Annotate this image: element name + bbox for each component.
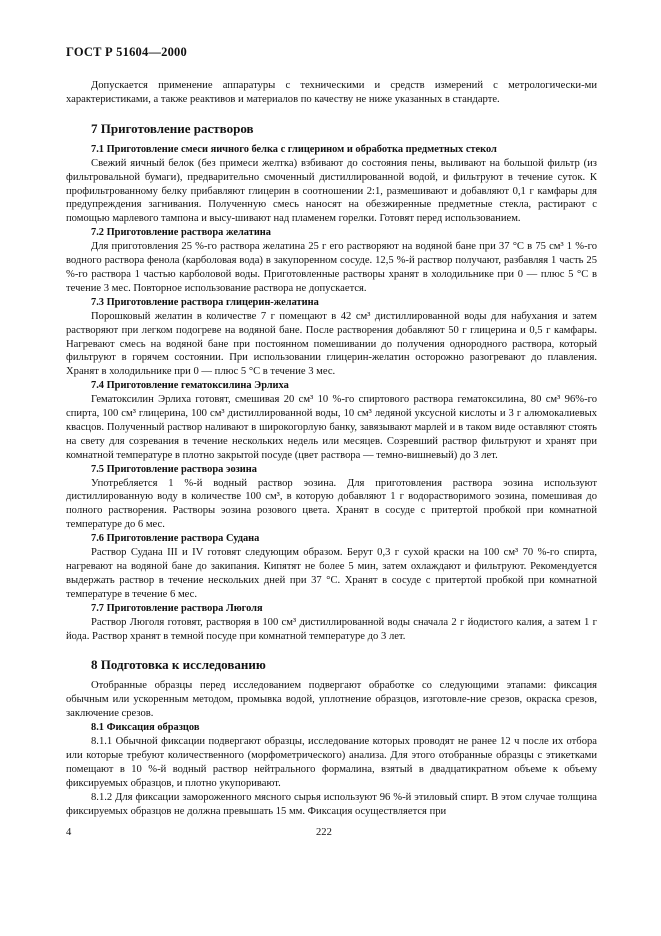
section-8-intro: Отобранные образцы перед исследованием подвергают обработке со следующими этапами: фиксация обычным или ускоренным методом, промывка водой, уплотнение образцов, изготовле-ние срезов, окраска срезов, заключение срезов. xyxy=(66,680,597,720)
page-number-left: 4 xyxy=(66,827,72,838)
subsection-7-7-title: 7.7 Приготовление раствора Люголя xyxy=(91,602,263,614)
subsection-7-1-text: Свежий яичный белок (без примеси желтка) взбивают до состояния пены, выливают на большой фильтр (из фильтровальной бумаги), предварительно смоченный дистиллированной водой, и фильтруют в течение суток. К профильтрованному белку прибавляют глицерин в соотношении 2:1, размешивают и добавляют 0,1 г камфары для предупреждения загнивания. Полученную смесь наносят на обезжиренные предметные стекла, растирают с помощью марлевого тампона и высу-шивают над пламенем горелки. Готовят перед использованием. xyxy=(66,157,597,225)
subsection-7-3-title: 7.3 Приготовление раствора глицерин-желатина xyxy=(91,296,319,308)
subsection-7-6-title: 7.6 Приготовление раствора Судана xyxy=(91,533,260,545)
section-8-title: 8 Подготовка к исследованию xyxy=(91,657,266,673)
subsection-7-5-text: Употребляется 1 %-й водный раствор эозина. Для приготовления раствора эозина используют дистиллированную воду в количестве 100 см³, в которую добавляют 1 г водорастворимого эозина, помешивая до полного растворения. Растворы эозина розового цвета. Хранят в сосуде с притертой пробкой при комнатной температуре до 6 мес. xyxy=(66,477,597,531)
subsection-7-5-title: 7.5 Приготовление раствора эозина xyxy=(91,463,257,475)
paragraph-8-1-1: 8.1.1 Обычной фиксации подвергают образцы, исследование которых проводят не ранее 12 ч после их отбора или которые требуют количественного (морфометрического) анализа. Для этого отобранные образцы с этикетками помещают в 10 %-й водный раствор нейтрального формалина, взятый в двадцатикратном объеме к объему фиксируемых образцов, и плотно укупоривают. xyxy=(66,736,597,789)
subsection-7-3-text: Порошковый желатин в количестве 7 г помещают в 42 см³ дистиллированной воды для набухания и затем растворяют при легком подогреве на водяной бане. После растворения добавляют 50 г глицерина и 0,5 г камфары. Нагревают смесь на водяной бане при постоянном помешивании до получения однородного раствора, который фильтруют в горячем состоянии. При использовании глицерин-желатин осторожно разогревают до плавления. Хранят в холодильнике при 0 — плюс 5 °С в течение 3 мес. xyxy=(66,310,597,378)
subsection-8-1-title: 8.1 Фиксация образцов xyxy=(91,722,200,734)
subsection-7-4-title: 7.4 Приготовление гематоксилина Эрлиха xyxy=(91,380,289,392)
section-7-title: 7 Приготовление растворов xyxy=(91,120,254,136)
subsection-7-1-title: 7.1 Приготовление смеси яичного белка с глицерином и обработка предметных стекол xyxy=(91,143,497,155)
document-body xyxy=(66,79,597,819)
document-header: ГОСТ Р 51604—2000 xyxy=(66,45,187,59)
subsection-7-6-text: Раствор Судана III и IV готовят следующим образом. Берут 0,3 г сухой краски на 100 см³ 70 %-го спирта, нагревают на водяной бане до закипания. Кипятят не более 5 мин, затем охлаждают и фильтруют. Рекомендуется выдержать раствор в течение нескольких дней при 37 °С. Хранят в сосуде с притертой пробкой при комнатной температуре в течение 6 мес. xyxy=(66,547,597,600)
intro-paragraph: Допускается применение аппаратуры с техническими и средств измерений с метрологически-ми характеристиками, а также реактивов и материалов по качеству не ниже указанных в стандарте. xyxy=(66,80,597,105)
subsection-7-4-text: Гематоксилин Эрлиха готовят, смешивая 20 см³ 10 %-го спиртового раствора гематоксилина, 80 см³ 96%-го спирта, 100 см³ глицерина, 100 см³ дистиллированной воды, 10 см³ ледяной уксусной кислоты и 3 г алюмокалиевых квасцов. Полученный раствор наливают в широкогорлую банку, завязывают марлей и в таком виде оставляют стоять на свету для созревания в течение нескольких недель или месяцев. Созревший раствор фильтруют и хранят при комнатной температуре в плотно закрытой посуде (цвет раствора — темно-вишневый) до 3 лет. xyxy=(66,394,597,461)
page-number-center: 222 xyxy=(316,827,332,838)
subsection-7-2-text: Для приготовления 25 %-го раствора желатина 25 г его растворяют на водяной бане при 37 °С в 75 см³ 1 %-го водного раствора фенола (карболовая вода) в закупоренном сосуде. 12,5 %-й раствор получают, разбавляя 1 часть 25 %-го раствора 1 частью карболовой воды. Приготовленные растворы хранят в холодильнике при 0 — плюс 5 °С в течение 3 мес. Повторное использование раствора не допускается. xyxy=(66,241,597,294)
subsection-7-2-title: 7.2 Приготовление раствора желатина xyxy=(91,227,271,239)
subsection-7-7-text: Раствор Люголя готовят, растворяя в 100 см³ дистиллированной воды сначала 2 г йодистого калия, а затем 1 г йода. Раствор хранят в темной посуде при комнатной температуре до 3 лет. xyxy=(66,616,597,642)
paragraph-8-1-2: 8.1.2 Для фиксации замороженного мясного сырья используют 96 %-й этиловый спирт. В этом случае толщина фиксируемых образцов не должна превышать 15 мм. Фиксация осуществляется при xyxy=(66,791,597,817)
